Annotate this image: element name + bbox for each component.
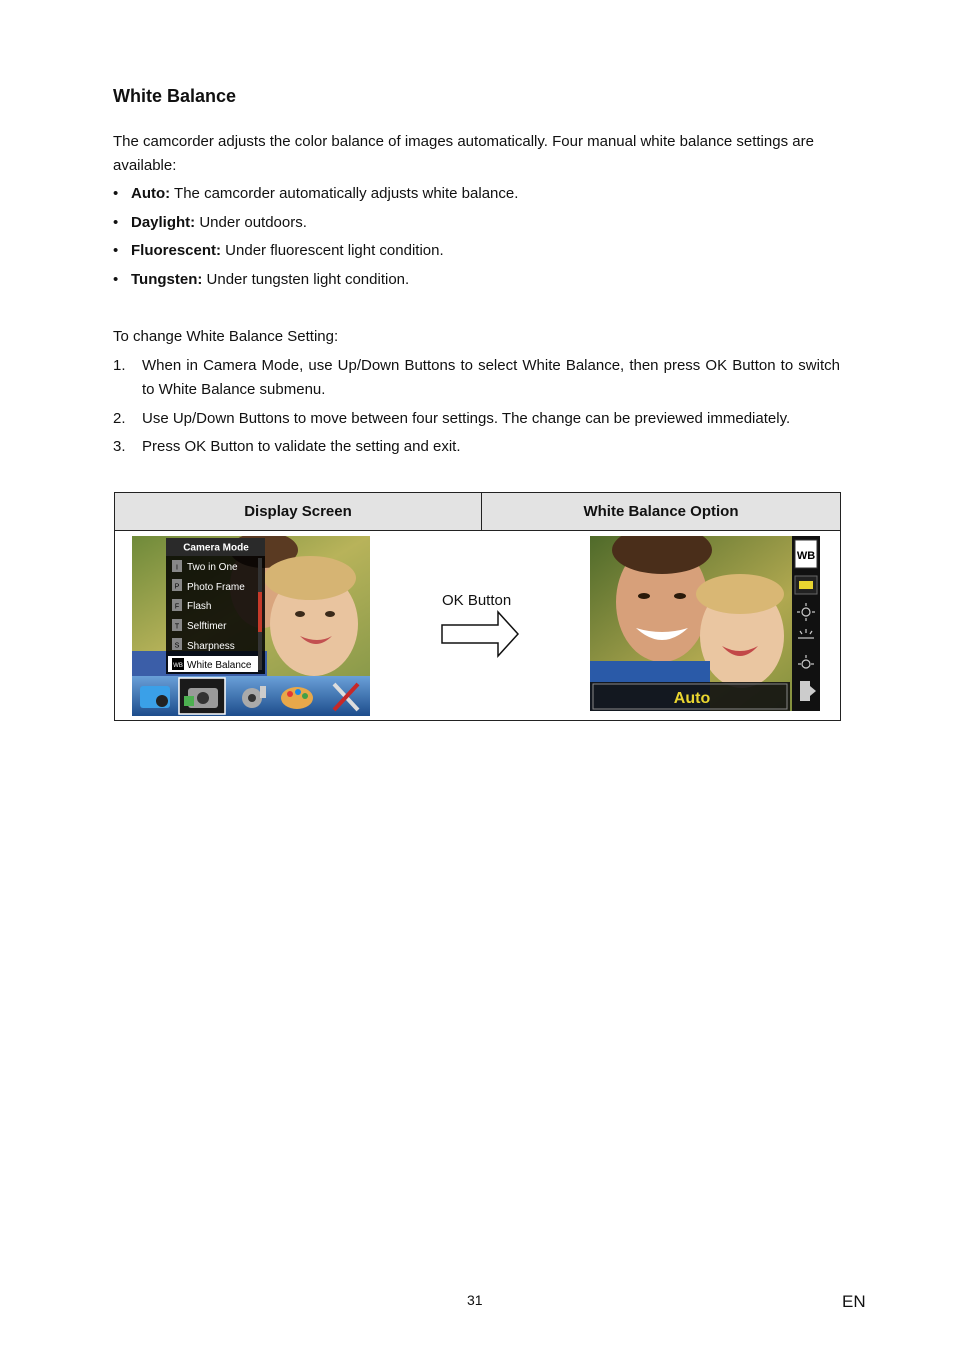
white-balance-option-screenshot: [590, 536, 820, 711]
menu-title: Camera Mode: [183, 542, 249, 554]
setting-desc: Under tungsten light condition.: [202, 271, 410, 289]
step-item: [113, 407, 840, 431]
setting-desc: The camcorder automatically adjusts white balance.: [170, 185, 519, 202]
step-text: Press OK Button to validate the setting and exit.: [142, 438, 461, 455]
white-balance-option-art: [590, 536, 820, 711]
menu-item-selftimer[interactable]: Selftimer: [187, 621, 227, 632]
camera-mode-menu-art: [132, 536, 370, 716]
settings-list: [113, 182, 840, 297]
column-header-display-screen: Display Screen: [115, 493, 482, 530]
page-number: 31: [467, 1292, 483, 1308]
step-text: When in Camera Mode, use Up/Down Buttons to select White Balance, then press OK Button to switch to White Balance submenu.: [142, 357, 840, 398]
steps-list: [113, 354, 840, 464]
camera-mode-icon: [184, 688, 218, 708]
section-title: White Balance: [113, 86, 237, 106]
setting-desc: Under fluorescent light condition.: [221, 242, 444, 260]
ok-button-label: OK Button: [442, 592, 512, 609]
list-item: [113, 239, 840, 268]
camera-mode-menu-screenshot: [132, 536, 370, 716]
two-in-one-icon-glyph: I: [176, 564, 178, 572]
setting-term: Daylight:: [131, 213, 196, 231]
setting-term: Fluorescent:: [131, 242, 222, 260]
menu-item-sharpness[interactable]: Sharpness: [187, 641, 235, 652]
step-item: [113, 354, 840, 402]
selftimer-icon-glyph: T: [174, 623, 180, 631]
white-balance-current-value: Auto: [673, 690, 711, 707]
step-text: Use Up/Down Buttons to move between four settings. The change can be previewed immediately.: [142, 409, 791, 427]
step-item: [113, 435, 840, 459]
menu-item-flash[interactable]: Flash: [187, 601, 212, 612]
flash-icon-glyph: F: [174, 603, 180, 611]
list-item: [113, 268, 840, 297]
video-mode-icon: [140, 686, 170, 708]
column-header-white-balance-option: White Balance Option: [583, 503, 739, 520]
wb-badge-label: WB: [796, 550, 816, 562]
setting-term: Auto:: [131, 185, 171, 202]
photo-frame-icon-glyph: P: [174, 583, 180, 591]
instructions-title: To change White Balance Setting:: [113, 328, 339, 345]
step-number: 1.: [113, 357, 126, 374]
step-number: 2.: [113, 409, 126, 427]
palette-icon: [281, 687, 313, 709]
white-balance-icon-glyph: WB: [173, 663, 183, 669]
intro-paragraph: The camcorder adjusts the color balance of images automatically. Four manual white balance settings are available:: [113, 133, 814, 174]
setting-term: Tungsten:: [131, 271, 203, 289]
list-item: [113, 182, 840, 211]
menu-item-photo-frame[interactable]: Photo Frame: [187, 582, 245, 593]
setting-desc: Under outdoors.: [195, 213, 307, 231]
menu-item-white-balance-selected[interactable]: White Balance: [187, 660, 252, 671]
table-header-row: [115, 493, 840, 531]
menu-item-two-in-one[interactable]: Two in One: [187, 562, 238, 573]
language-tag: EN: [842, 1292, 866, 1311]
list-item: [113, 211, 840, 240]
sharpness-icon-glyph: S: [174, 642, 180, 650]
display-table: [114, 492, 841, 721]
arrow-right-icon: [440, 610, 522, 660]
step-number: 3.: [113, 438, 126, 455]
